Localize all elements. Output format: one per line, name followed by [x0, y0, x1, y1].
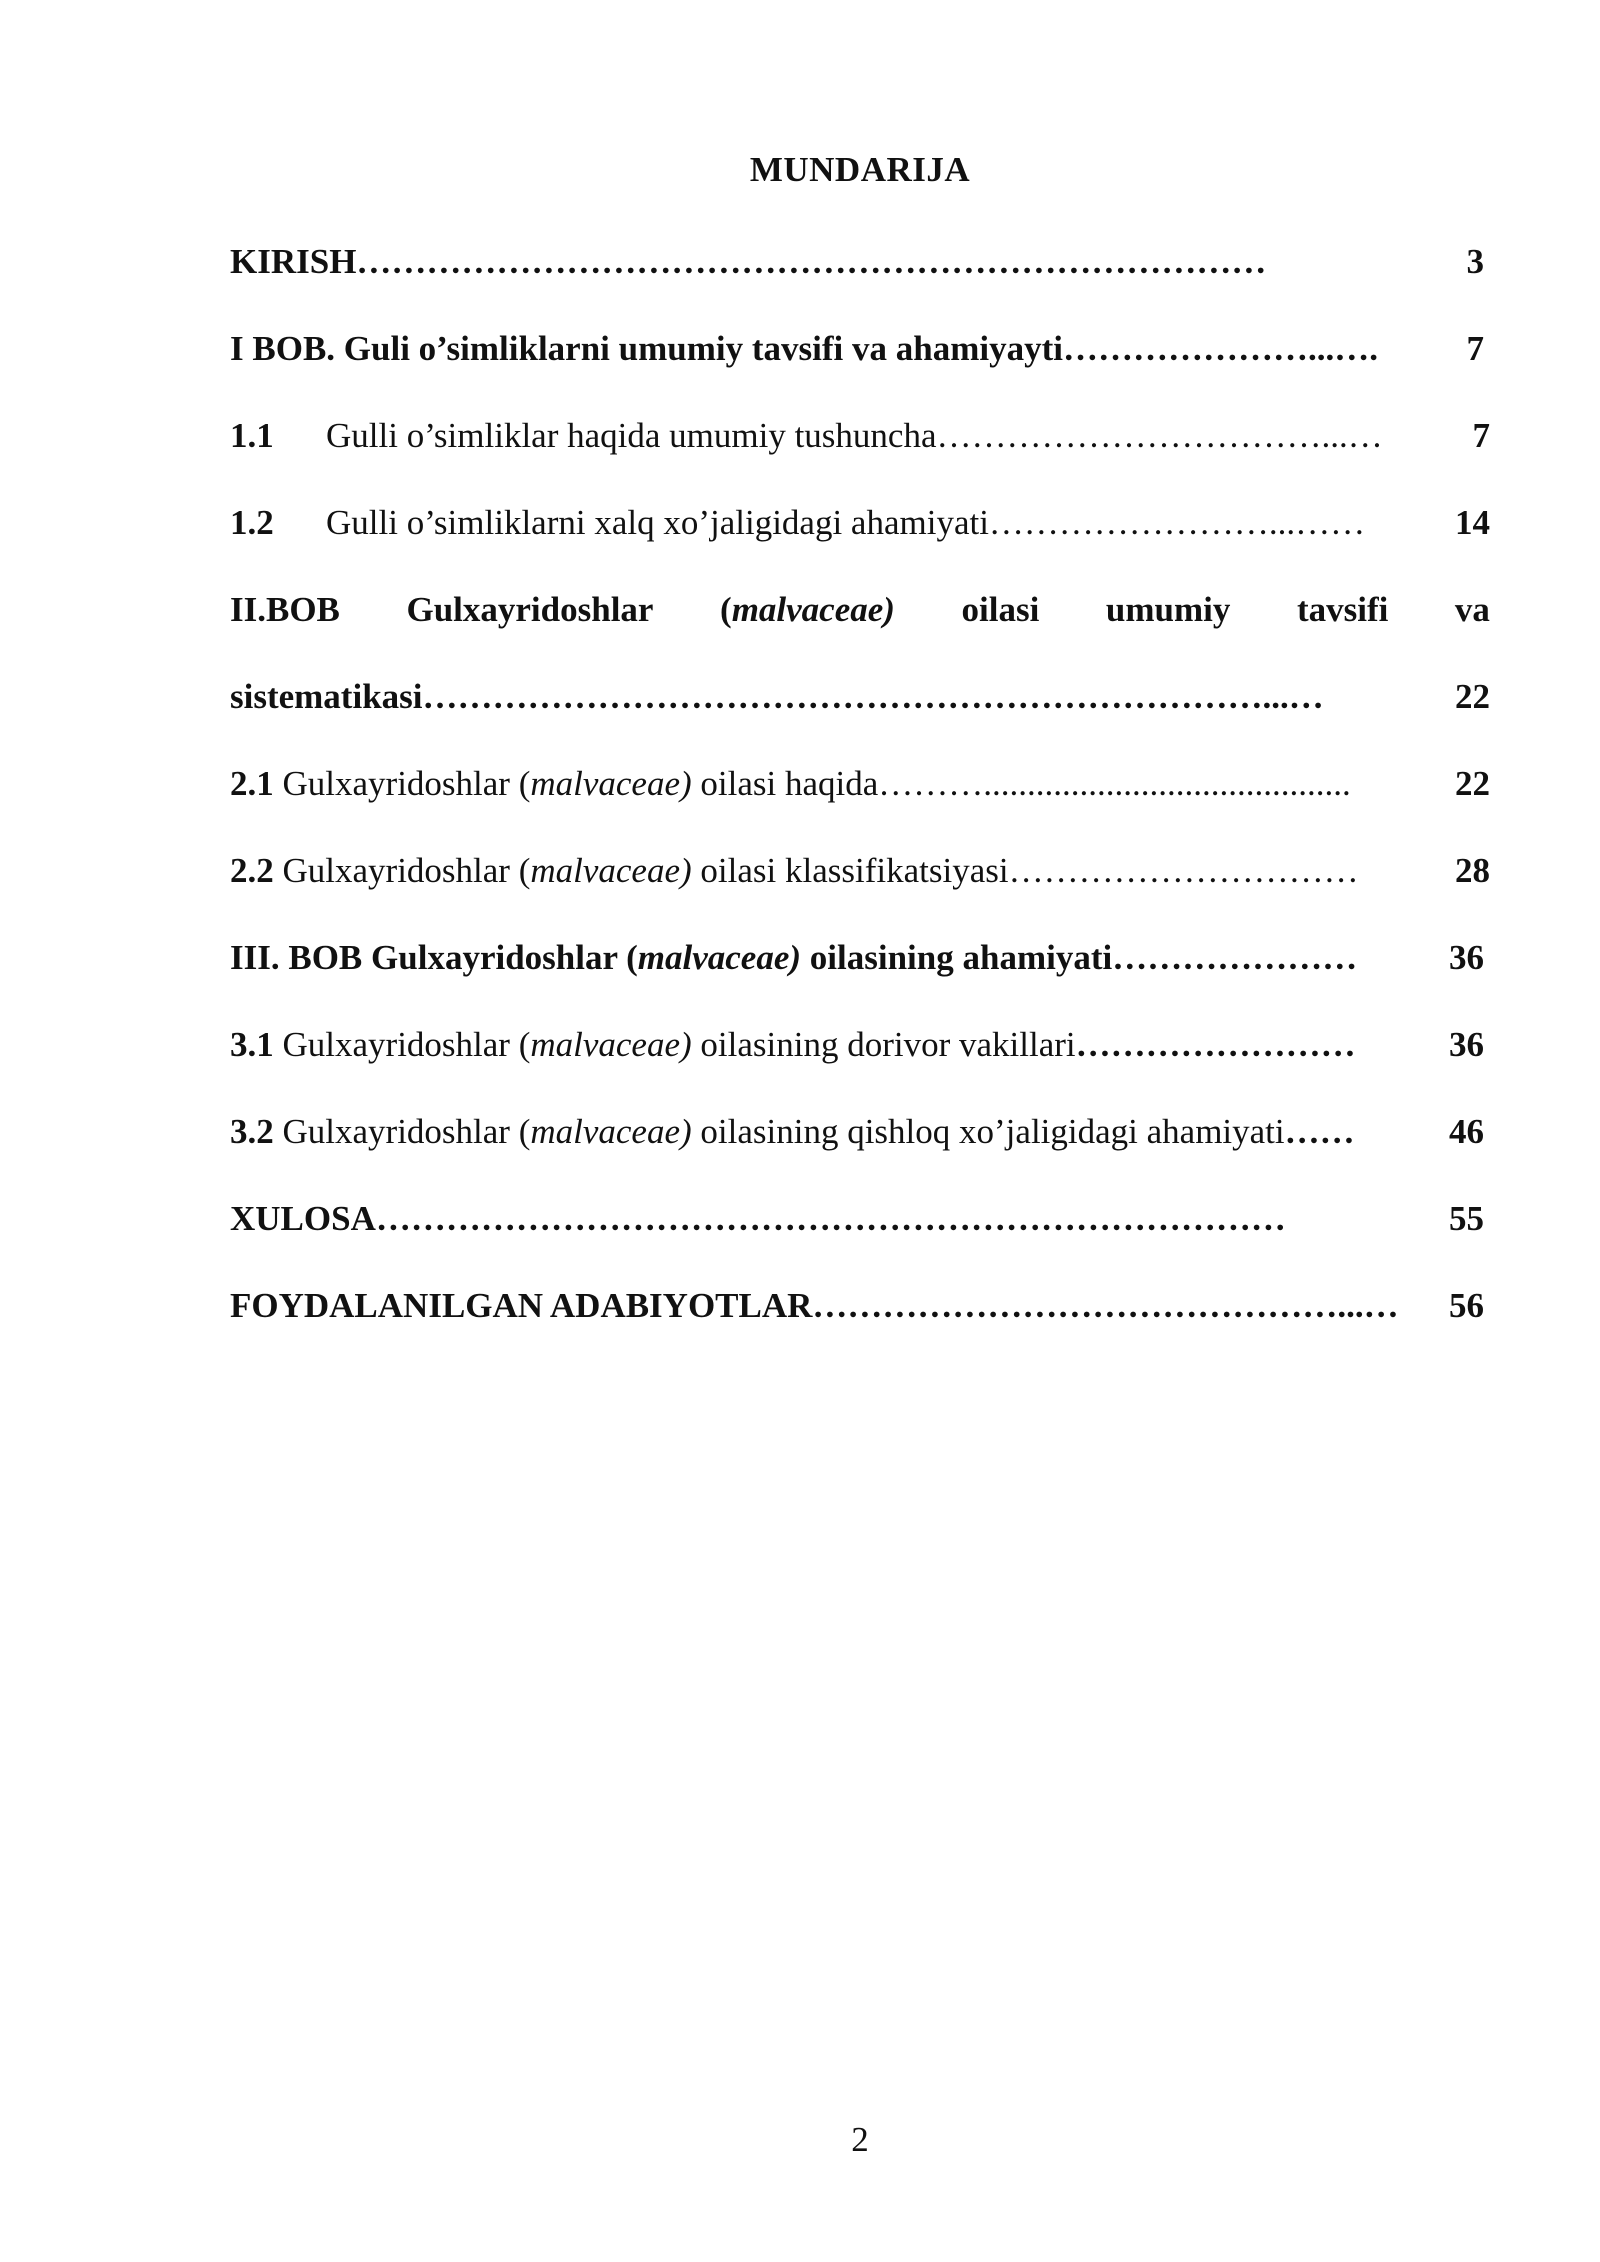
toc-entry-text: FOYDALANILGAN ADABIYOTLAR………………………………………...… — [230, 1286, 1399, 1325]
toc-page-number: 36 — [1449, 938, 1484, 977]
toc-entry-text — [283, 1112, 1355, 1151]
toc-entry-bob3 — [230, 933, 1490, 983]
toc-entry-bob2-line1 — [230, 585, 1490, 635]
latin-name: malvaceae) — [731, 590, 895, 629]
section-number: 1.2 — [230, 503, 274, 542]
latin-name: malvaceae) — [637, 938, 802, 977]
latin-name: malvaceae) — [530, 764, 692, 803]
toc-page-number: 28 — [1455, 851, 1490, 890]
text-part: Gulxayridoshlar ( — [282, 1025, 531, 1064]
latin-name: malvaceae) — [530, 851, 692, 890]
toc-entry-text — [283, 1025, 1356, 1064]
text-part: oilasining qishloq xo’jaligidagi ahamiyati — [691, 1112, 1285, 1151]
toc-entry-text — [283, 764, 1351, 803]
toc-entry-1-2 — [230, 498, 1490, 548]
toc-page-number: 7 — [1472, 416, 1490, 455]
toc-entry-text: sistematikasi………………………………………………………………...… — [230, 677, 1324, 716]
text-part: Gulxayridoshlar ( — [282, 764, 531, 803]
toc-page-number: 55 — [1449, 1199, 1484, 1238]
section-number: 2.1 — [230, 764, 274, 803]
section-number: 2.2 — [230, 851, 274, 890]
text-part: oilasining ahamiyati………………… — [801, 938, 1358, 977]
page-number: 2 — [851, 2120, 869, 2159]
section-number: 3.2 — [230, 1112, 274, 1151]
toc-entry-text: I BOB. Guli o’simliklarni umumiy tavsifi va ahamiyayti…………………...…. — [230, 329, 1378, 368]
toc-page-number: 14 — [1455, 503, 1490, 542]
toc-entry-text — [283, 851, 1359, 890]
leader-dots: …………………… — [1075, 1025, 1356, 1064]
toc-page-number: 22 — [1455, 677, 1490, 716]
toc-entry-2-2 — [230, 846, 1490, 896]
toc-entry-text: Gulli o’simliklar haqida umumiy tushuncha……………………………...… — [326, 416, 1383, 455]
toc-word-latin — [720, 585, 895, 635]
latin-name: malvaceae) — [530, 1112, 692, 1151]
toc-entry-text: XULOSA…………………………………………………………………… — [230, 1199, 1286, 1238]
section-number: 1.1 — [230, 416, 274, 455]
toc-page-number: 36 — [1449, 1025, 1484, 1064]
latin-name: malvaceae) — [530, 1025, 692, 1064]
toc-word: oilasi — [961, 590, 1040, 629]
toc-entry-text: Gulli o’simliklarni xalq xo’jaligidagi ahamiyati……………………...…… — [326, 503, 1366, 542]
toc-entry-1-1 — [230, 411, 1490, 461]
toc-entry-adabiyotlar — [230, 1281, 1490, 1331]
toc-entry-bob1 — [230, 324, 1490, 374]
toc-entry-text — [230, 938, 1357, 977]
text-part: Gulxayridoshlar ( — [282, 1112, 531, 1151]
page-title: MUNDARIJA — [749, 150, 971, 189]
toc-entry-3-1 — [230, 1020, 1490, 1070]
toc-word: umumiy — [1105, 590, 1231, 629]
toc-entry-kirish — [230, 237, 1490, 287]
toc-entry-3-2 — [230, 1107, 1490, 1157]
paren: ( — [720, 590, 732, 629]
text-part: oilasining dorivor vakillari — [691, 1025, 1076, 1064]
text-part: Gulxayridoshlar ( — [282, 851, 531, 890]
toc-entry-2-1 — [230, 759, 1490, 809]
toc-entry-bob2-line2 — [230, 672, 1490, 722]
leader-dots: …… — [1284, 1112, 1355, 1151]
toc-page-number: 22 — [1455, 764, 1490, 803]
text-part: oilasi klassifikatsiyasi………………………… — [691, 851, 1359, 890]
toc-page-number: 56 — [1449, 1286, 1484, 1325]
toc-word: tavsifi — [1296, 590, 1389, 629]
toc-entry-text: KIRISH…………………………………………………………………… — [230, 242, 1267, 281]
toc-page-number: 46 — [1449, 1112, 1484, 1151]
toc-page-number: 3 — [1466, 242, 1484, 281]
toc-page-number: 7 — [1466, 329, 1484, 368]
toc-word: va — [1454, 590, 1490, 629]
text-part: oilasi haqida……….......................................... — [691, 764, 1351, 803]
section-number: 3.1 — [230, 1025, 274, 1064]
toc-word: Gulxayridoshlar — [406, 590, 654, 629]
text-part: III. BOB Gulxayridoshlar ( — [230, 938, 638, 977]
toc-entry-xulosa — [230, 1194, 1490, 1244]
toc-word: II.BOB — [230, 590, 340, 629]
